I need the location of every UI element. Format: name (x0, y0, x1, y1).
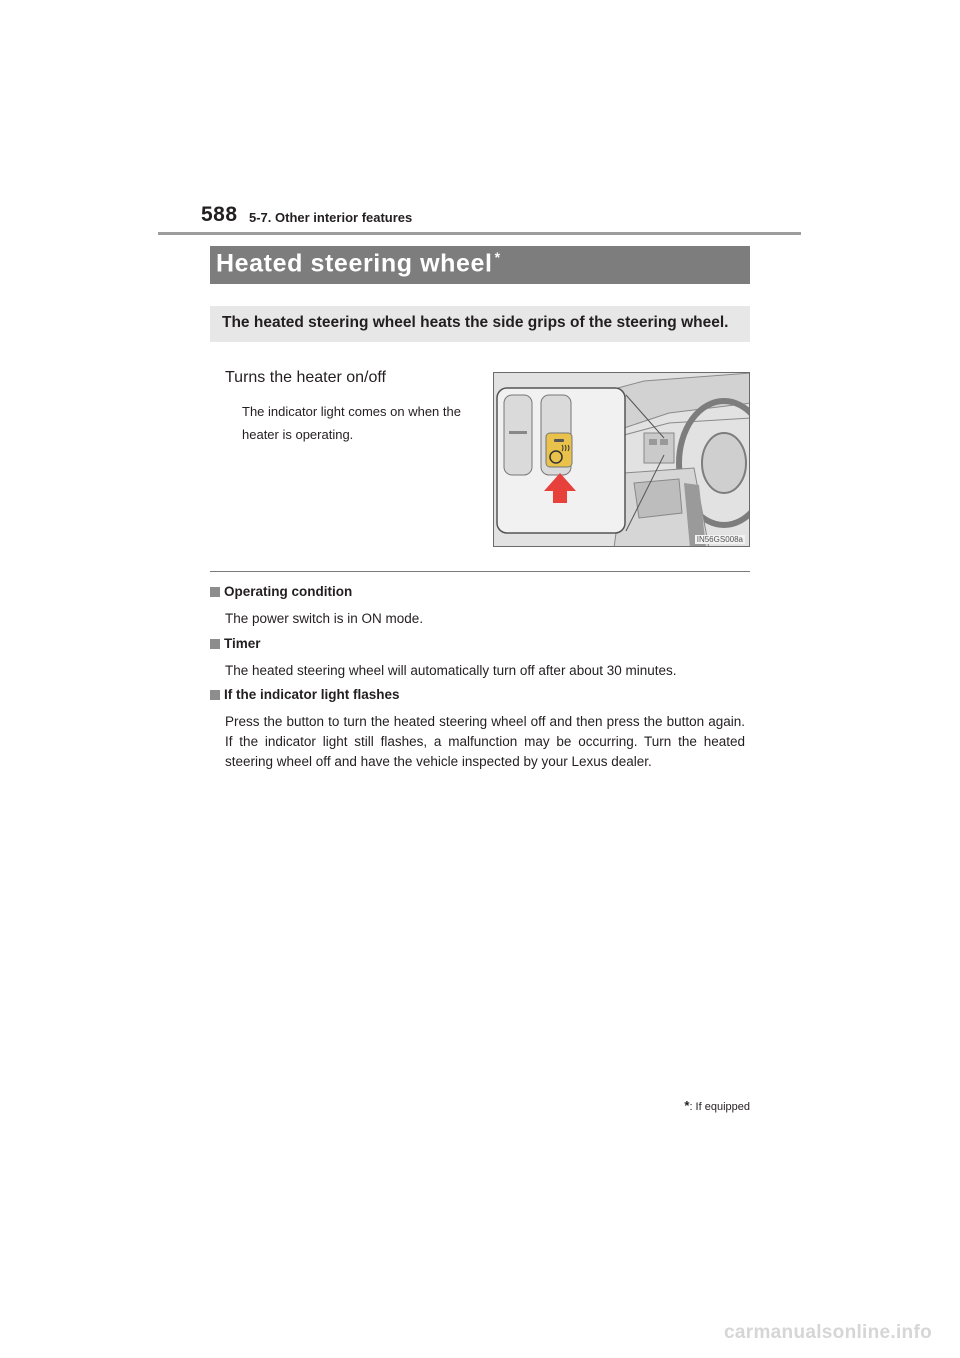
intro-text: The heated steering wheel heats the side grips of the steering wheel. (222, 314, 729, 331)
intro-bar (210, 306, 750, 342)
page-title-text: Heated steering wheel (216, 249, 493, 278)
header-rule (158, 232, 801, 235)
note-heading-text: Timer (224, 636, 261, 651)
square-bullet-icon (210, 690, 220, 700)
page-title (216, 249, 501, 278)
section-divider (210, 571, 750, 572)
footnote (684, 1098, 750, 1113)
note-body-timer: The heated steering wheel will automatically turn off after about 30 minutes. (225, 663, 677, 678)
step-text: Turns the heater on/off (225, 369, 386, 386)
note-heading-indicator-flashes (210, 687, 400, 702)
footnote-text: : If equipped (689, 1101, 750, 1113)
note-heading-text: Operating condition (224, 584, 353, 599)
square-bullet-icon (210, 587, 220, 597)
note-body-operating-condition: The power switch is in ON mode. (225, 611, 424, 626)
note-body-indicator-flashes: Press the button to turn the heated steering wheel off and then press the button again. If the indicator light still flashes, a malfunction may be occurring. Turn the heated steering wheel off and have the vehicle inspected by your Lexus dealer. (225, 714, 745, 769)
note-heading-timer (210, 636, 261, 651)
equipped-marker: * (494, 249, 501, 265)
figure-code: IN56GS008a (696, 535, 743, 544)
heater-switch-illustration (493, 372, 750, 547)
title-bar (210, 246, 750, 284)
illustration-svg (494, 373, 750, 547)
watermark: carmanualsonline.info (724, 1322, 932, 1343)
square-bullet-icon (210, 639, 220, 649)
footnote-marker: * (684, 1098, 690, 1113)
step-detail: The indicator light comes on when the heater is operating. (242, 404, 461, 442)
section-label: 5-7. Other interior features (249, 210, 413, 225)
page-number: 588 (201, 203, 238, 226)
note-heading-operating-condition (210, 584, 352, 599)
note-heading-text: If the indicator light flashes (224, 687, 400, 702)
